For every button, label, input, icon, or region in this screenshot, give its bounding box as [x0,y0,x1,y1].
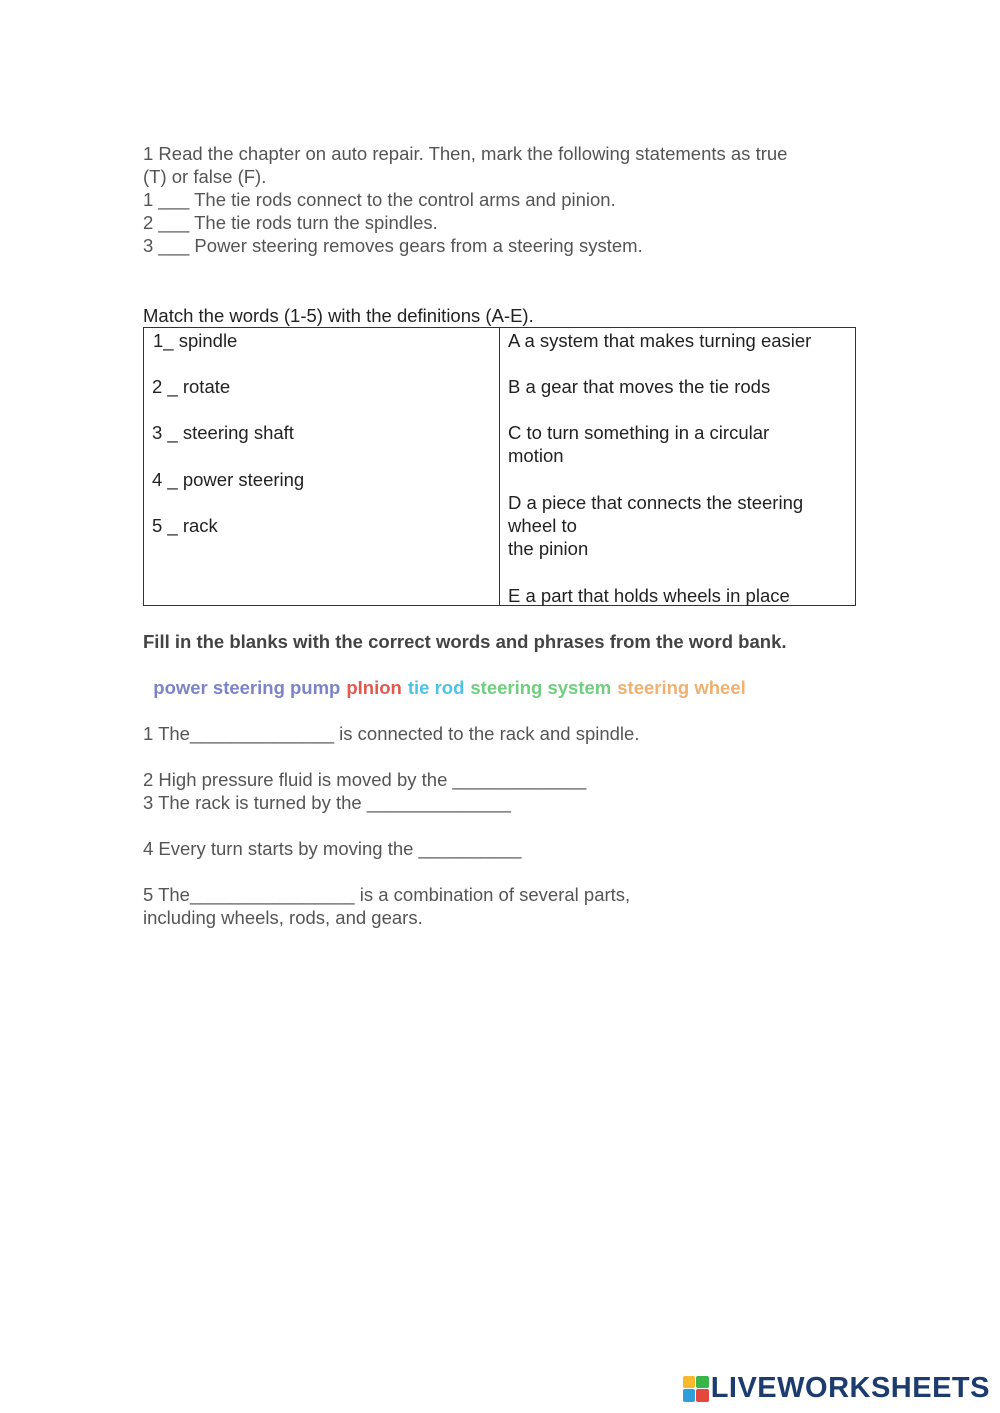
fill-sentence: 2 High pressure fluid is moved by the _____________ [143,769,587,790]
statement-item: 1 ___ The tie rods connect to the control arms and pinion. [143,189,616,210]
fill-sentence-continued: including wheels, rods, and gears. [143,907,423,928]
fill-sentence: 3 The rack is turned by the ______________ [143,792,511,813]
statement-item: 2 ___ The tie rods turn the spindles. [143,212,438,233]
definition-d-continued: the pinion [508,538,589,559]
logo-square [683,1376,696,1389]
definition-c-continued: motion [508,445,564,466]
definition-d: D a piece that connects the steering [508,492,804,513]
definition-a: A a system that makes turning easier [508,330,812,351]
match-word: 5 _ rack [152,515,218,536]
match-word: 3 _ steering shaft [152,422,294,443]
match-table [143,327,856,606]
word-bank-item: steering system [470,677,612,698]
definition-e: E a part that holds wheels in place [508,585,790,606]
liveworksheets-logo [683,1372,990,1405]
word-bank-item: tie rod [407,677,465,698]
fill-sentence: 1 The______________ is connected to the rack and spindle. [143,723,640,744]
fill-blanks-section [143,722,863,929]
definition-b: B a gear that moves the tie rods [508,376,771,397]
match-heading: Match the words (1-5) with the definitions (A-E). [143,305,534,326]
fill-sentence: 4 Every turn starts by moving the __________ [143,838,522,859]
word-bank-item: steering wheel [617,677,746,698]
instruction-text: 1 Read the chapter on auto repair. Then, mark the following statements as true [143,143,788,164]
instruction-text-continued: (T) or false (F). [143,166,267,187]
match-words-column [144,328,500,605]
fill-heading: Fill in the blanks with the correct words and phrases from the word bank. [143,631,787,652]
logo-icon [683,1376,709,1402]
word-bank [143,653,752,699]
logo-square [696,1389,709,1402]
match-definitions-column [500,328,855,605]
statement-item: 3 ___ Power steering removes gears from a steering system. [143,235,643,256]
logo-square [683,1389,696,1402]
definition-c: C to turn something in a circular [508,422,770,443]
logo-square [696,1376,709,1389]
match-word: 1_ spindle [153,330,238,351]
word-bank-item: pInion [346,677,402,698]
fill-sentence: 5 The________________ is a combination of several parts, [143,884,631,905]
logo-text: LIVEWORKSHEETS [710,1372,990,1404]
word-bank-item: power steering pump [153,677,341,698]
match-word: 4 _ power steering [152,469,305,490]
match-word: 2 _ rotate [152,376,231,397]
definition-d-continued: wheel to [508,515,577,536]
true-false-section [143,142,863,257]
